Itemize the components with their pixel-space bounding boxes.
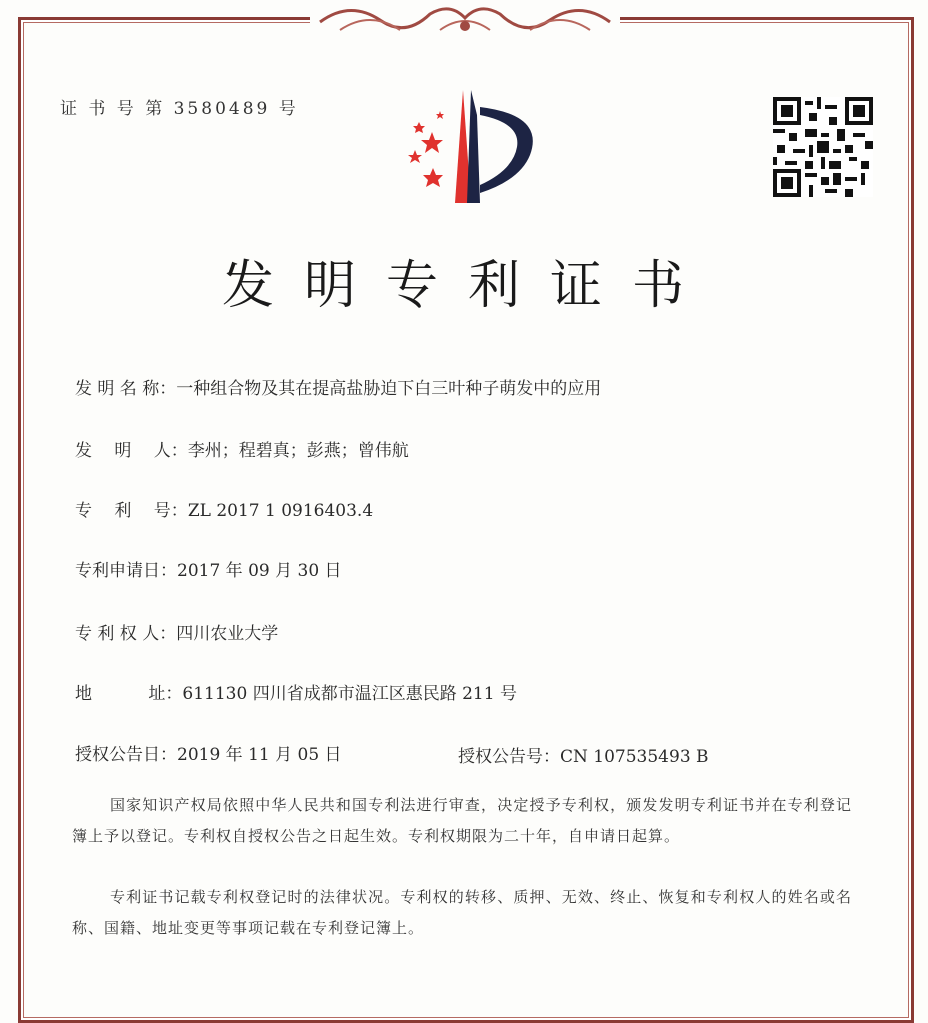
field-inventors (75, 436, 409, 461)
statement-paragraph-1: 国家知识产权局依照中华人民共和国专利法进行审查，决定授予专利权，颁发发明专利证书并在专利登记簿上予以登记。专利权自授权公告之日起生效。专利权期限为二十年，自申请日起算。 (72, 796, 852, 845)
field-patent-number (75, 496, 373, 521)
field-value: 611130 四川省成都市温江区惠民路 211 号 (182, 684, 517, 704)
field-label: 专 利 号： (75, 501, 188, 521)
field-value: 李州；程碧真；彭燕；曾伟航 (187, 441, 409, 461)
field-value: ZL 2017 1 0916403.4 (187, 501, 374, 521)
document-title: 发明专利证书 (222, 256, 715, 316)
field-invention-name (75, 374, 601, 399)
field-announcement-number (458, 742, 709, 767)
field-label: 授权公告号： (458, 747, 560, 767)
field-application-date (75, 556, 342, 581)
field-grant-date (75, 740, 342, 765)
field-patentee (75, 619, 278, 644)
field-address (75, 679, 517, 704)
field-value: CN 107535493 B (560, 747, 709, 767)
field-label: 专 利 权 人： (75, 624, 177, 644)
field-label: 授权公告日： (75, 745, 177, 765)
field-value: 四川农业大学 (176, 624, 279, 644)
decorative-ornament (310, 0, 620, 40)
field-label: 发 明 人： (75, 441, 188, 461)
statement-paragraph-2: 专利证书记载专利权登记时的法律状况。专利权的转移、质押、无效、终止、恢复和专利权人的姓名或名称、国籍、地址变更等事项记载在专利登记簿上。 (72, 888, 852, 937)
cnipa-logo-icon (385, 85, 550, 210)
field-label: 地 址： (75, 684, 183, 704)
field-label: 专利申请日： (75, 561, 177, 581)
certificate-number: 证 书 号 第 3580489 号 (60, 99, 299, 119)
qr-code (773, 97, 873, 197)
field-value: 2017 年 09 月 30 日 (177, 561, 342, 581)
field-value: 2019 年 11 月 05 日 (177, 745, 342, 765)
field-value: 一种组合物及其在提高盐胁迫下白三叶种子萌发中的应用 (176, 379, 602, 399)
field-label: 发 明 名 称： (75, 379, 177, 399)
